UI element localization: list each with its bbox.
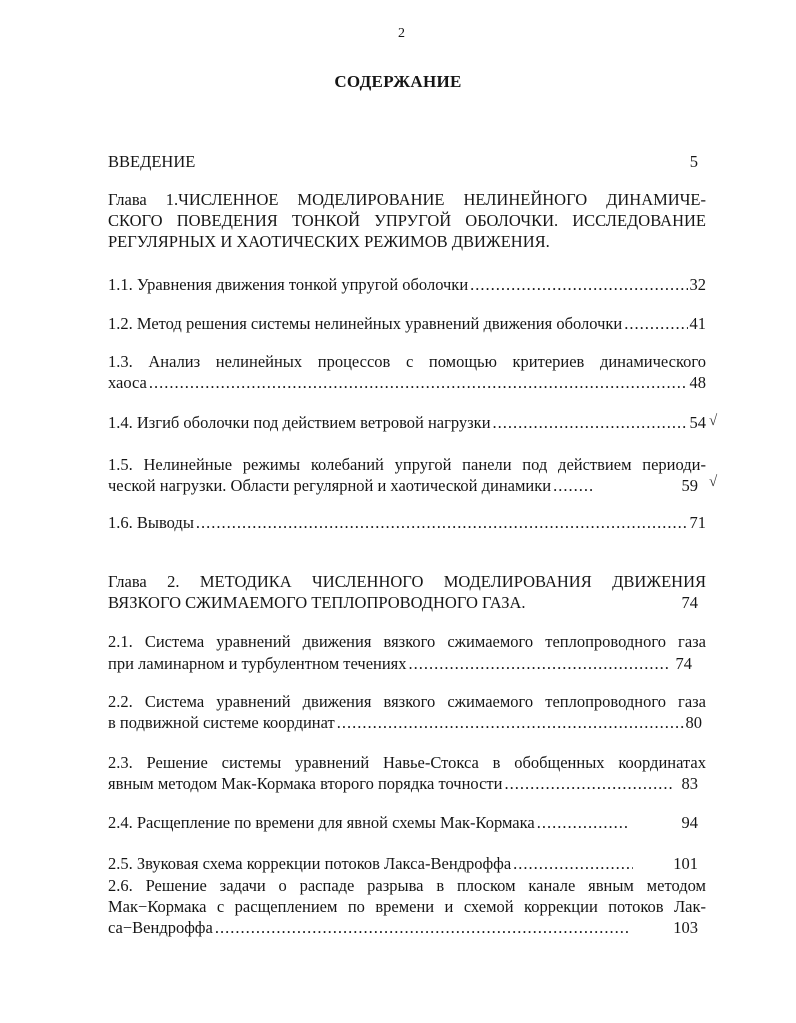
entry-label: 2.1. Система уравнений движения вязкого сжимаемого теплопроводного газа bbox=[108, 632, 706, 651]
dot-leader bbox=[504, 774, 673, 794]
entry-page: 48 bbox=[689, 373, 706, 392]
dot-leader bbox=[409, 654, 668, 674]
entry-label: 1.1. Уравнения движения тонкой упругой оболочки bbox=[108, 275, 469, 294]
entry-label: 2.3. Решение системы уравнений Навье-Стокса в обобщенных координатах bbox=[108, 753, 706, 772]
dot-leader bbox=[470, 275, 687, 295]
entry-label: 1.2. Метод решения системы нелинейных уравнений движения оболочки bbox=[108, 314, 623, 333]
toc-entry-1-1 bbox=[108, 275, 706, 295]
checkmark-icon: √ bbox=[709, 413, 718, 429]
entry-page: 80 bbox=[685, 713, 702, 732]
dot-leader bbox=[196, 513, 688, 533]
entry-page: 41 bbox=[689, 314, 706, 333]
toc-entry-intro bbox=[108, 152, 706, 172]
heading-line: ВЯЗКОГО СЖИМАЕМОГО ТЕПЛОПРОВОДНОГО ГАЗА. bbox=[108, 593, 526, 612]
entry-line bbox=[108, 476, 706, 496]
entry-label: Мак−Кормака с расщеплением по времени и схемой коррекции потоков Лак- bbox=[108, 897, 706, 916]
entry-label: при ламинарном и турбулентном течениях bbox=[108, 654, 407, 673]
entry-line bbox=[108, 713, 706, 733]
entry-label: ВВЕДЕНИЕ bbox=[108, 152, 196, 171]
entry-label: 1.5. Нелинейные режимы колебаний упругой панели под действием периоди- bbox=[108, 455, 706, 474]
entry-label: явным методом Мак-Кормака второго порядка точности bbox=[108, 774, 503, 793]
dot-leader bbox=[624, 314, 687, 334]
heading-line: РЕГУЛЯРНЫХ И ХАОТИЧЕСКИХ РЕЖИМОВ ДВИЖЕНИЯ. bbox=[108, 232, 550, 251]
entry-page: 59 bbox=[681, 476, 698, 495]
entry-page: 101 bbox=[673, 854, 698, 873]
entry-label: в подвижной системе координат bbox=[108, 713, 335, 732]
entry-label: са−Вендроффа bbox=[108, 918, 213, 937]
heading-line: Глава 2. МЕТОДИКА ЧИСЛЕННОГО МОДЕЛИРОВАНИЯ ДВИЖЕНИЯ bbox=[108, 572, 706, 591]
entry-label: 1.4. Изгиб оболочки под действием ветровой нагрузки bbox=[108, 413, 491, 432]
entry-line bbox=[108, 774, 706, 794]
entry-line bbox=[108, 654, 706, 674]
toc-entry-2-4 bbox=[108, 813, 706, 833]
heading-line: СКОГО ПОВЕДЕНИЯ ТОНКОЙ УПРУГОЙ ОБОЛОЧКИ. ИССЛЕДОВАНИЕ bbox=[108, 211, 706, 230]
entry-label: ческой нагрузки. Области регулярной и хаотической динамики bbox=[108, 476, 552, 495]
dot-leader bbox=[493, 413, 688, 433]
entry-page: 54 bbox=[689, 413, 706, 432]
dot-leader bbox=[553, 476, 593, 496]
entry-label: 2.5. Звуковая схема коррекции потоков Лакса-Вендроффа bbox=[108, 854, 512, 873]
toc-entry-1-4 bbox=[108, 413, 706, 433]
entry-line bbox=[108, 918, 706, 938]
entry-label: 2.6. Решение задачи о распаде разрыва в плоском канале явным методом bbox=[108, 876, 706, 895]
toc-entry-1-2 bbox=[108, 314, 706, 334]
entry-page: 74 bbox=[675, 654, 692, 673]
dot-leader bbox=[513, 854, 633, 874]
dot-leader bbox=[149, 373, 688, 393]
page-number: 2 bbox=[398, 26, 405, 41]
page-title: СОДЕРЖАНИЕ bbox=[334, 72, 462, 91]
dot-leader bbox=[337, 713, 684, 733]
entry-label: 1.3. Анализ нелинейных процессов с помощью критериев динамического bbox=[108, 352, 706, 371]
entry-line bbox=[108, 373, 706, 393]
entry-label: 2.2. Система уравнений движения вязкого сжимаемого теплопроводного газа bbox=[108, 692, 706, 711]
dot-leader bbox=[215, 918, 631, 938]
entry-label: хаоса bbox=[108, 373, 147, 392]
entry-page: 74 bbox=[681, 593, 698, 612]
heading-line-with-page bbox=[108, 593, 706, 613]
entry-page: 71 bbox=[689, 513, 706, 532]
entry-page: 103 bbox=[673, 918, 698, 937]
heading-line: Глава 1.ЧИСЛЕННОЕ МОДЕЛИРОВАНИЕ НЕЛИНЕЙНОГО ДИНАМИЧЕ- bbox=[108, 190, 706, 209]
entry-page: 94 bbox=[681, 813, 698, 832]
checkmark-icon: √ bbox=[709, 474, 718, 490]
entry-page: 32 bbox=[689, 275, 706, 294]
entry-label: 2.4. Расщепление по времени для явной схемы Мак-Кормака bbox=[108, 813, 535, 832]
entry-label: 1.6. Выводы bbox=[108, 513, 194, 532]
entry-page: 83 bbox=[681, 774, 698, 793]
toc-entry-1-6 bbox=[108, 513, 706, 533]
dot-leader bbox=[537, 813, 627, 833]
toc-entry-2-5 bbox=[108, 854, 706, 874]
entry-page: 5 bbox=[689, 152, 698, 171]
